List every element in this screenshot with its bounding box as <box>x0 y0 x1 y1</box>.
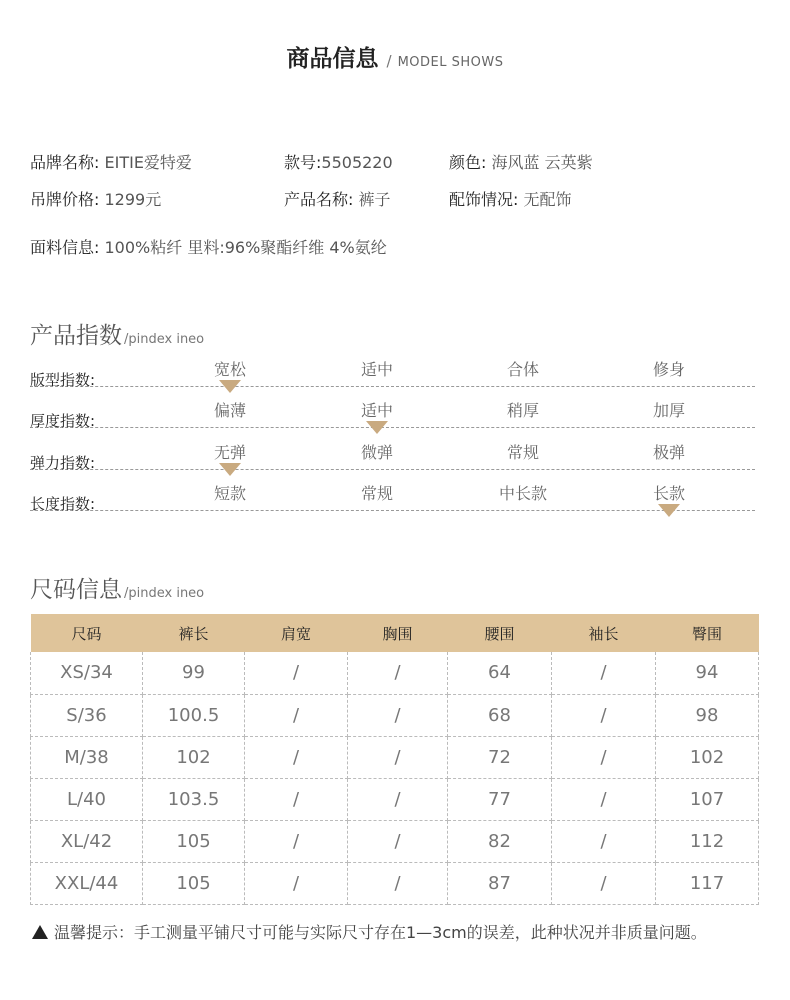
table-cell: / <box>552 778 656 820</box>
table-cell: L/40 <box>31 778 143 820</box>
index-option: 偏薄 <box>213 401 246 420</box>
accessories-info <box>449 187 572 210</box>
table-cell: 72 <box>448 736 552 778</box>
brand-key: 品牌名称: <box>30 153 100 172</box>
table-cell: 77 <box>448 778 552 820</box>
column-header: 袖长 <box>552 614 656 652</box>
table-row <box>31 694 759 736</box>
table-cell: / <box>552 820 656 862</box>
index-option: 宽松 <box>213 360 246 379</box>
page-subtitle: MODEL SHOWS <box>397 55 504 70</box>
table-cell: / <box>348 820 448 862</box>
color-key: 颜色: <box>449 153 487 172</box>
selected-marker-icon <box>219 463 241 476</box>
size-table <box>30 614 759 905</box>
selected-marker-icon <box>366 421 388 434</box>
index-option: 修身 <box>652 360 685 379</box>
index-row-label: 弹力指数: <box>30 454 96 472</box>
product-name-key: 产品名称: <box>284 190 354 209</box>
size-section-title <box>30 571 204 604</box>
table-cell: / <box>245 862 348 904</box>
column-header: 肩宽 <box>245 614 348 652</box>
table-cell: 117 <box>656 862 759 904</box>
table-cell: / <box>245 694 348 736</box>
index-row-label: 厚度指数: <box>30 412 96 430</box>
table-cell: / <box>552 694 656 736</box>
product-name-value: 裤子 <box>358 190 391 209</box>
table-cell: S/36 <box>31 694 143 736</box>
column-header: 尺码 <box>31 614 143 652</box>
fabric-info <box>30 235 387 258</box>
index-option: 极弹 <box>652 443 685 462</box>
index-option: 无弹 <box>213 443 246 462</box>
table-cell: 100.5 <box>143 694 245 736</box>
brand-value: EITIE爱特爱 <box>104 153 192 172</box>
table-row <box>31 820 759 862</box>
table-cell: / <box>348 736 448 778</box>
table-cell: / <box>552 736 656 778</box>
table-cell: 112 <box>656 820 759 862</box>
index-title: 产品指数 <box>30 323 122 349</box>
size-table-body <box>31 652 759 904</box>
index-option: 适中 <box>360 360 393 379</box>
table-cell: / <box>552 862 656 904</box>
index-subtitle: /pindex ineo <box>124 332 205 347</box>
size-table-header <box>31 614 759 652</box>
table-cell: M/38 <box>31 736 143 778</box>
table-cell: XL/42 <box>31 820 143 862</box>
table-cell: 82 <box>448 820 552 862</box>
brand-info <box>30 150 192 173</box>
index-option: 中长款 <box>498 484 547 503</box>
table-cell: 102 <box>143 736 245 778</box>
index-option: 加厚 <box>652 401 685 420</box>
index-option: 短款 <box>213 484 246 503</box>
size-title: 尺码信息 <box>30 577 122 603</box>
table-cell: / <box>348 778 448 820</box>
accessories-key: 配饰情况: <box>449 190 519 209</box>
table-cell: / <box>348 694 448 736</box>
tag-price-info <box>30 187 161 210</box>
size-subtitle: /pindex ineo <box>124 586 205 601</box>
index-section-title <box>30 317 204 350</box>
color-value: 海风蓝 云英紫 <box>491 153 593 172</box>
table-row <box>31 652 759 694</box>
table-cell: / <box>245 652 348 694</box>
index-option: 合体 <box>506 360 539 379</box>
column-header: 胸围 <box>348 614 448 652</box>
table-cell: XXL/44 <box>31 862 143 904</box>
page-title: 商品信息 <box>286 46 379 72</box>
table-cell: 68 <box>448 694 552 736</box>
table-cell: 105 <box>143 820 245 862</box>
table-cell: / <box>245 820 348 862</box>
page-header <box>0 40 790 73</box>
fabric-value: 100%粘纤 里料:96%聚酯纤维 4%氨纶 <box>104 238 387 257</box>
table-cell: / <box>245 736 348 778</box>
table-cell: 105 <box>143 862 245 904</box>
table-row <box>31 862 759 904</box>
fabric-key: 面料信息: <box>30 238 100 257</box>
color-info <box>449 150 593 173</box>
table-cell: 102 <box>656 736 759 778</box>
index-option: 常规 <box>360 484 393 503</box>
index-option: 微弹 <box>360 443 393 462</box>
selected-marker-icon <box>658 504 680 517</box>
measurement-notice <box>32 920 707 943</box>
index-option: 长款 <box>652 484 685 503</box>
table-cell: / <box>348 862 448 904</box>
style-no-value: 5505220 <box>321 153 393 172</box>
style-no-key: 款号: <box>284 153 322 172</box>
index-row <box>30 401 755 430</box>
table-cell: 64 <box>448 652 552 694</box>
index-option: 常规 <box>506 443 539 462</box>
table-cell: 87 <box>448 862 552 904</box>
selected-marker-icon <box>219 380 241 393</box>
table-cell: 103.5 <box>143 778 245 820</box>
table-cell: / <box>245 778 348 820</box>
index-row <box>30 360 755 389</box>
column-header: 臀围 <box>656 614 759 652</box>
table-cell: / <box>348 652 448 694</box>
index-row <box>30 484 755 513</box>
column-header: 裤长 <box>143 614 245 652</box>
tag-price-value: 1299元 <box>104 190 162 209</box>
column-header: 腰围 <box>448 614 552 652</box>
header-separator: / <box>386 52 392 70</box>
index-option: 稍厚 <box>506 401 539 420</box>
style-no-info <box>284 150 393 173</box>
table-row <box>31 778 759 820</box>
warning-icon <box>32 925 48 939</box>
table-cell: 94 <box>656 652 759 694</box>
table-cell: 98 <box>656 694 759 736</box>
table-cell: / <box>552 652 656 694</box>
table-cell: 99 <box>143 652 245 694</box>
index-row <box>30 443 755 472</box>
index-row-label: 版型指数: <box>30 371 96 389</box>
table-cell: 107 <box>656 778 759 820</box>
product-name-info <box>284 187 391 210</box>
table-cell: XS/34 <box>31 652 143 694</box>
index-option: 适中 <box>360 401 393 420</box>
notice-text: 温馨提示：手工测量平铺尺寸可能与实际尺寸存在1—3cm的误差，此种状况并非质量问题。 <box>54 923 707 942</box>
table-row <box>31 736 759 778</box>
index-row-label: 长度指数: <box>30 495 96 513</box>
tag-price-key: 吊牌价格: <box>30 190 100 209</box>
accessories-value: 无配饰 <box>523 190 572 209</box>
